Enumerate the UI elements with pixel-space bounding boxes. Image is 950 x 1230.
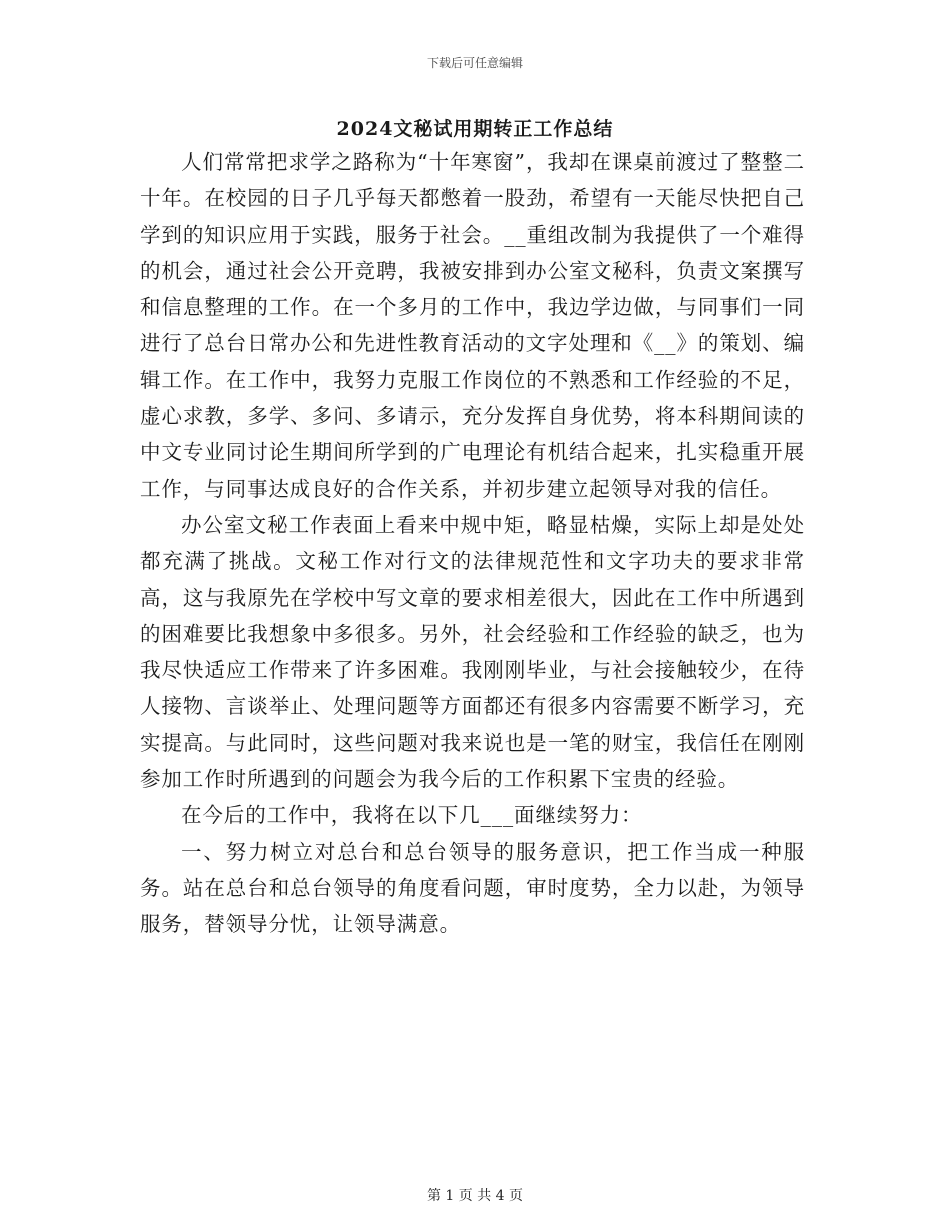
paragraph-3: 在今后的工作中，我将在以下几___面继续努力： [181,803,643,828]
paragraph-2: 办公室文秘工作表面上看来中规中矩，略显枯燥，实际上却是处处都充满了挑战。文秘工作对行文的法律规范性和文字功夫的要求非常高，这与我原先在学校中写文章的要求相差很大，因此在工作中所遇到的困难要比我想象中多很多。另外，社会经验和工作经验的缺乏，也为我尽快适应工作带来了许多困难。我刚刚毕业，与社会接触较少，在待人接物、言谈举止、处理问题等方面都还有很多内容需要不断学习，充实提高。与此同时，这些问题对我来说也是一笔的财宝，我信任在刚刚参加工作时所遇到的问题会为我今后的工作积累下宝贵的经验。 [140,512,805,792]
header-note: 下载后可任意编辑 [426,56,523,70]
document-body [140,144,805,943]
page-number: 第 1 页 共 4 页 [426,1188,524,1204]
paragraph-1: 人们常常把求学之路称为“十年寒窗”，我却在课桌前渡过了整整二十年。在校园的日子几乎每天都憋着一股劲，希望有一天能尽快把自己学到的知识应用于实践，服务于社会。__重组改制为我提供了一个难得的机会，通过社会公开竞聘，我被安排到办公室文秘科，负责文案撰写和信息整理的工作。在一个多月的工作中，我边学边做，与同事们一同进行了总台日常办公和先进性教育活动的文字处理和《__》的策划、编辑工作。在工作中，我努力克服工作岗位的不熟悉和工作经验的不足，虚心求教，多学、多问、多请示，充分发挥自身优势，将本科期间读的中文专业同讨论生期间所学到的广电理论有机结合起来，扎实稳重开展工作，与同事达成良好的合作关系，并初步建立起领导对我的信任。 [140,150,805,501]
paragraph-4: 一、努力树立对总台和总台领导的服务意识，把工作当成一种服务。站在总台和总台领导的角度看问题，审时度势，全力以赴，为领导服务，替领导分忧，让领导满意。 [140,839,805,937]
document-title: 2024文秘试用期转正工作总结 [336,118,614,140]
